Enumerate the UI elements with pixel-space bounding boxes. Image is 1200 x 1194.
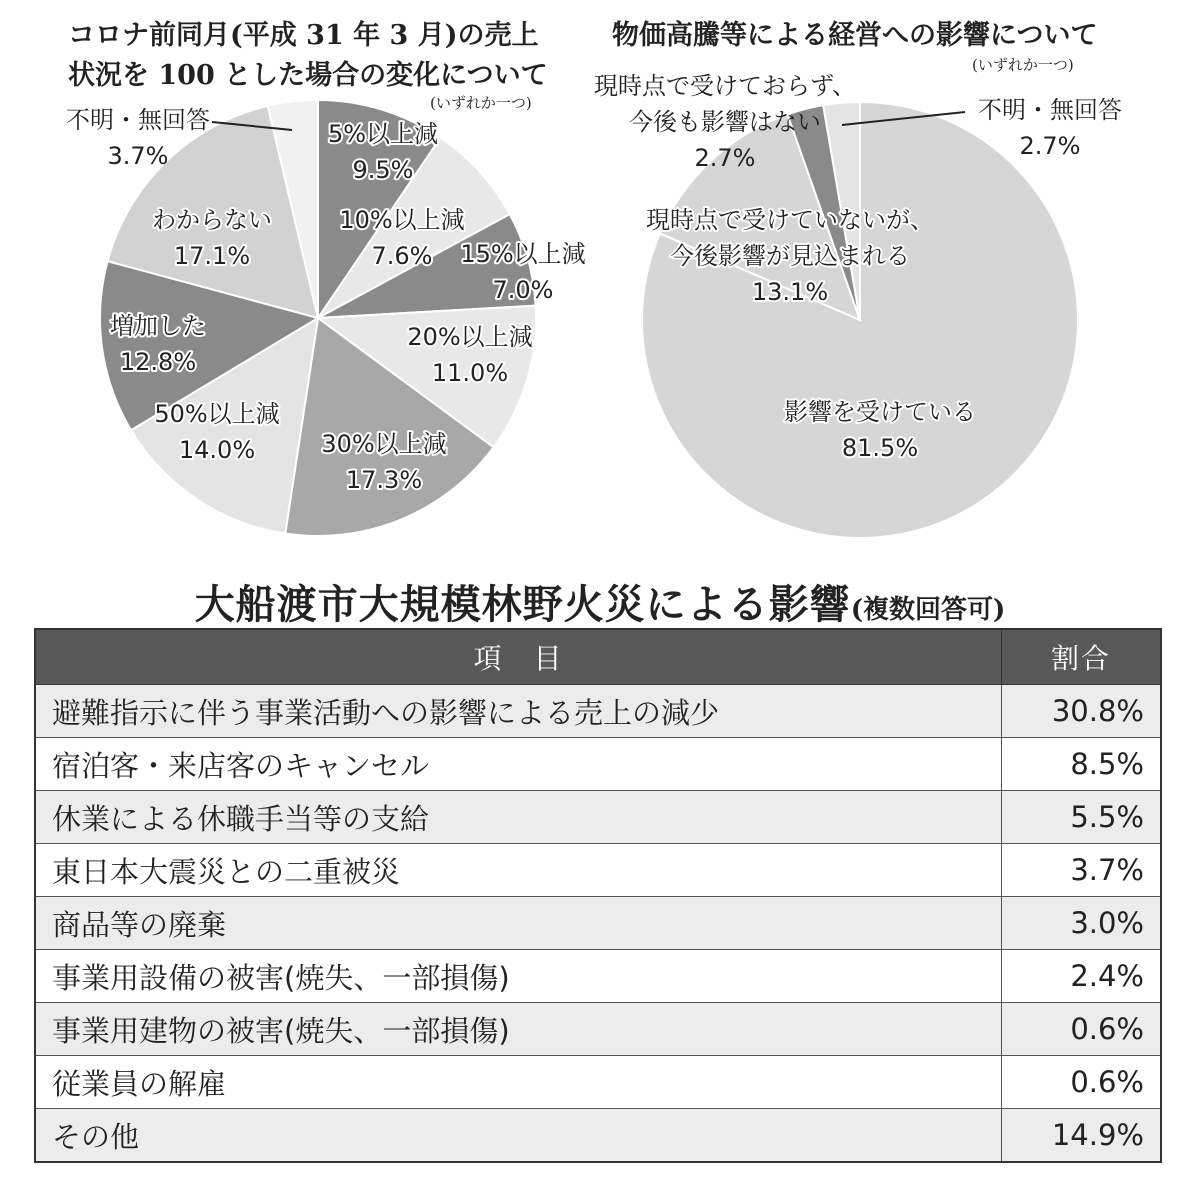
table-title-note: (複数回答可) (850, 595, 1006, 625)
table-row (35, 1003, 1161, 1056)
header-ratio: 割合 (1002, 629, 1162, 685)
row-item: 事業用設備の被害(焼失、一部損傷) (35, 950, 1002, 1003)
header-item: 項 目 (35, 629, 1002, 685)
table-header-row (35, 629, 1161, 685)
pie2-label-1-0: 現時点で受けていないが、 (646, 206, 934, 234)
table-row (35, 897, 1161, 950)
row-ratio: 3.0% (1002, 897, 1162, 950)
pie2-title: 物価高騰等による経営への影響について (612, 20, 1098, 51)
pie2-note: (いずれか一つ) (972, 56, 1074, 74)
pie2-label-1-1: 今後影響が見込まれる (670, 242, 910, 270)
row-ratio: 2.4% (1002, 950, 1162, 1003)
row-ratio: 14.9% (1002, 1109, 1162, 1163)
row-item: 従業員の解雇 (35, 1056, 1002, 1109)
table-row (35, 950, 1161, 1003)
pie2-label-2-0: 現時点で受けておらず、 (593, 72, 857, 100)
pie1-label-6-0: 増加した (110, 312, 206, 340)
pie2-pct-0: 81.5% (841, 434, 919, 462)
row-item: 休業による休職手当等の支給 (35, 791, 1002, 844)
pie1-label-1-0: 10%以上減 (339, 206, 465, 234)
row-item: 避難指示に伴う事業活動への影響による売上の減少 (35, 685, 1002, 738)
pie2-label-2-1: 今後も影響はない (629, 108, 821, 136)
table-row (35, 1056, 1161, 1109)
pie1-pct-6: 12.8% (119, 348, 197, 376)
table-title-block (0, 573, 1200, 630)
impact-table (34, 628, 1162, 1163)
row-item: 事業用建物の被害(焼失、一部損傷) (35, 1003, 1002, 1056)
pie1-note: (いずれか一つ) (430, 94, 532, 112)
pie1-label-7-0: わからない (152, 206, 272, 234)
row-item: 宿泊客・来店客のキャンセル (35, 738, 1002, 791)
table-title: 大船渡市大規模林野火災による影響 (194, 581, 851, 628)
pie1-title-line1: コロナ前同月(平成 31 年 3 月)の売上 (68, 20, 539, 51)
pie1-pct-1: 7.6% (371, 242, 433, 270)
table-row (35, 685, 1161, 738)
table-row (35, 844, 1161, 897)
row-ratio: 30.8% (1002, 685, 1162, 738)
pie1-pct-5: 14.0% (178, 436, 256, 464)
row-item: 東日本大震災との二重被災 (35, 844, 1002, 897)
pie2-pct-1: 13.1% (751, 278, 829, 306)
row-item: 商品等の廃棄 (35, 897, 1002, 950)
pie1-label-4-0: 30%以上減 (321, 430, 447, 458)
pie1-title-line2: 状況を 100 とした場合の変化について (68, 60, 548, 91)
pie1-label-0-0: 5%以上減 (327, 120, 439, 148)
pie1-label-3-0: 20%以上減 (407, 323, 533, 351)
table-row (35, 791, 1161, 844)
row-ratio: 5.5% (1002, 791, 1162, 844)
row-ratio: 0.6% (1002, 1056, 1162, 1109)
row-ratio: 3.7% (1002, 844, 1162, 897)
row-ratio: 0.6% (1002, 1003, 1162, 1056)
pie2-pct-2: 2.7% (694, 144, 756, 172)
pie1-pct-8: 3.7% (107, 142, 169, 170)
row-item: その他 (35, 1109, 1002, 1163)
pie2-label-0-0: 影響を受けている (784, 398, 976, 426)
pie1-label-2-0: 15%以上減 (460, 240, 586, 268)
table-row (35, 738, 1161, 791)
pie1-label-5-0: 50%以上減 (154, 400, 280, 428)
pie1-pct-7: 17.1% (173, 242, 251, 270)
pie1-pct-3: 11.0% (431, 359, 509, 387)
row-ratio: 8.5% (1002, 738, 1162, 791)
pie1-pct-2: 7.0% (492, 276, 554, 304)
pie2-label-3-0: 不明・無回答 (978, 96, 1122, 124)
pie1-pct-0: 9.5% (352, 156, 414, 184)
pie-charts-area (0, 0, 1200, 570)
pie1-pct-4: 17.3% (345, 466, 423, 494)
pie2-pct-3: 2.7% (1019, 132, 1081, 160)
table-row (35, 1109, 1161, 1163)
pie1-label-8-0: 不明・無回答 (66, 106, 210, 134)
